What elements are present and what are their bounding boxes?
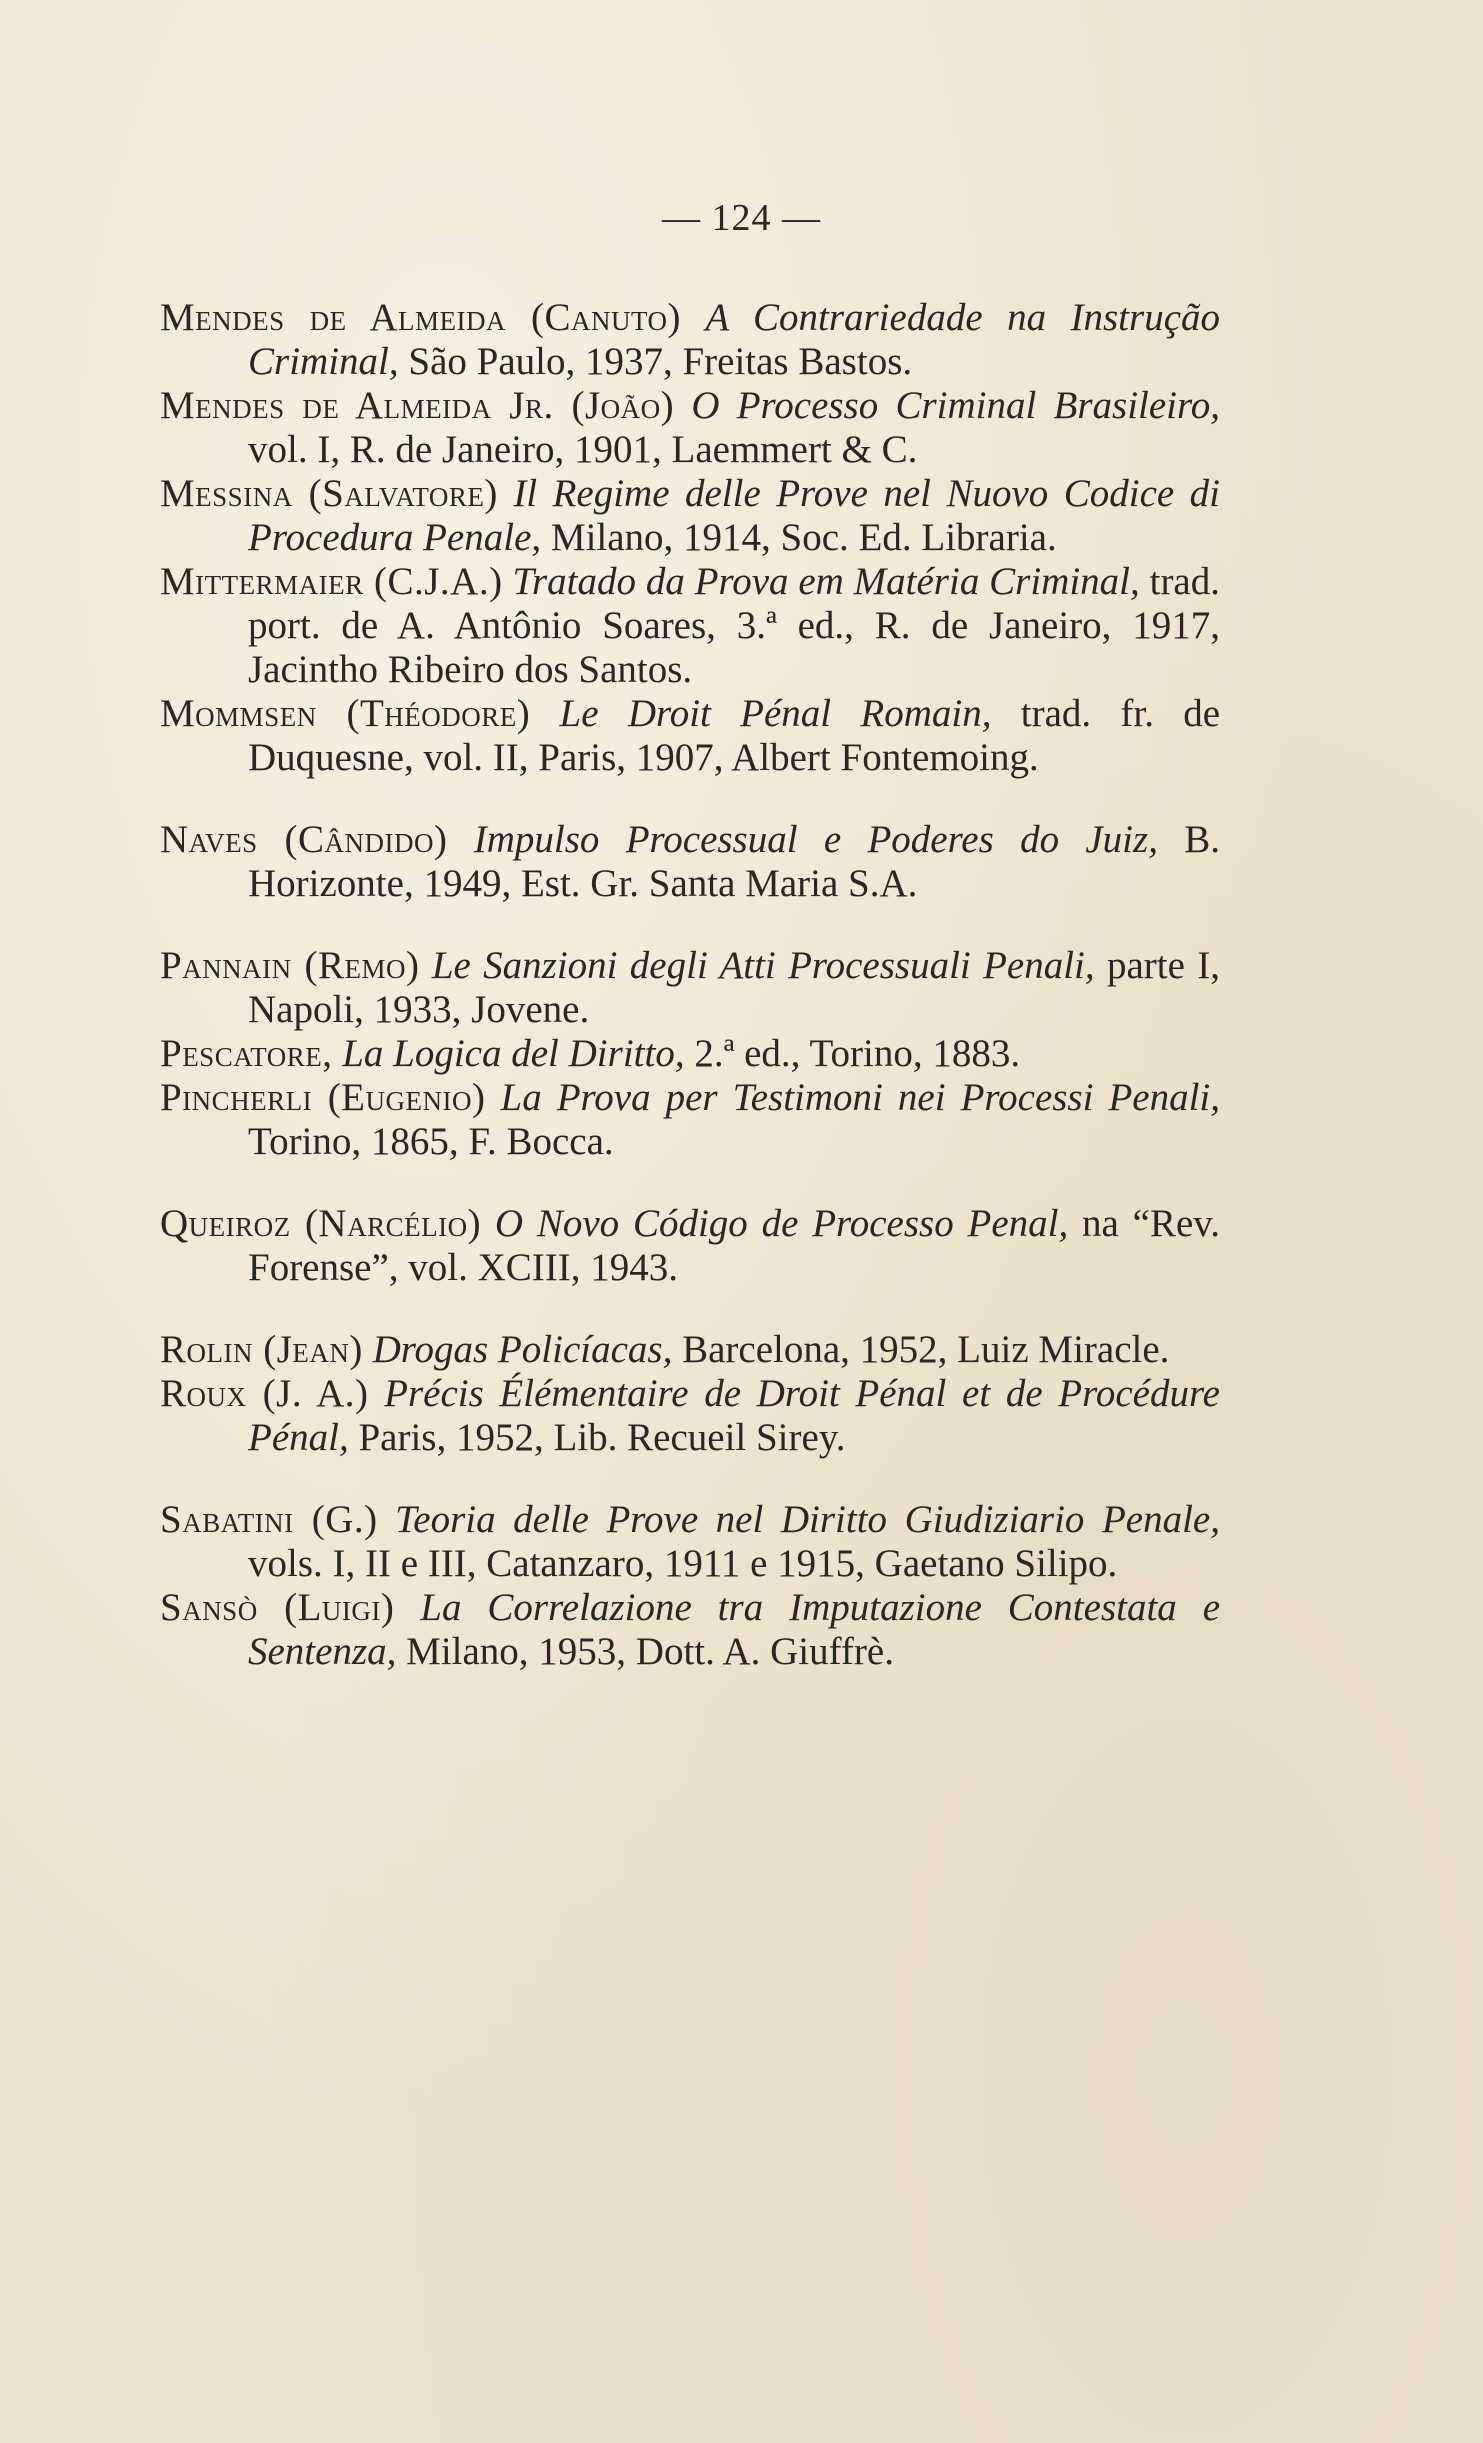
entry-author: Queiroz (Narcélio)	[160, 1202, 482, 1245]
entry-title: Précis Élémentaire de Droit Pénal et de Procédure Pénal,	[248, 1372, 1220, 1459]
entry-details: parte I, Napoli, 1933, Jovene.	[248, 944, 1220, 1031]
bibliography-entry	[160, 1372, 1220, 1460]
page-number: — 124 —	[662, 197, 821, 239]
entry-details: São Paulo, 1937, Freitas Bastos.	[408, 340, 913, 383]
bibliography-entry	[160, 560, 1220, 692]
entry-title: Le Sanzioni degli Atti Processuali Penali,	[431, 944, 1095, 987]
bibliography-list	[160, 296, 1220, 1674]
entry-details: na “Rev. Forense”, vol. XCIII, 1943.	[248, 1202, 1220, 1289]
bibliography-entry	[160, 1498, 1220, 1586]
entry-author: Sansò (Luigi)	[160, 1586, 395, 1629]
entry-author: Pescatore,	[160, 1032, 333, 1075]
entry-details: trad. port. de A. Antônio Soares, 3.ª ed., R. de Janeiro, 1917, Jacintho Ribeiro dos Santos.	[248, 560, 1220, 691]
entry-title: Impulso Processual e Poderes do Juiz,	[473, 818, 1158, 861]
entry-title: Il Regime delle Prove nel Nuovo Codice di Procedura Penale,	[248, 472, 1220, 559]
entry-title: La Correlazione tra Imputazione Contestata e Sentenza,	[248, 1586, 1221, 1673]
bibliography-entry	[160, 296, 1220, 384]
bibliography-entry	[160, 1202, 1220, 1290]
entry-title: Le Droit Pénal Romain,	[559, 692, 992, 735]
bibliography-entry	[160, 944, 1220, 1032]
entry-details: trad. fr. de Duquesne, vol. II, Paris, 1907, Albert Fontemoing.	[248, 692, 1221, 779]
bibliography-entry	[160, 1032, 1220, 1076]
bibliography-entry	[160, 1076, 1220, 1164]
bibliography-entry	[160, 1586, 1220, 1674]
entry-author: Pannain (Remo)	[160, 944, 420, 987]
entry-details: 2.ª ed., Torino, 1883.	[694, 1032, 1021, 1075]
entry-details: B. Horizonte, 1949, Est. Gr. Santa Maria S.A.	[248, 818, 1221, 905]
bibliography-entry	[160, 384, 1220, 472]
entry-author: Messina (Salvatore)	[160, 472, 498, 515]
entry-author: Mommsen (Théodore)	[160, 692, 531, 735]
entry-details: Torino, 1865, F. Bocca.	[248, 1120, 614, 1163]
entry-author: Mittermaier (C.J.A.)	[160, 560, 503, 603]
entry-title: Tratado da Prova em Matéria Criminal,	[512, 560, 1140, 603]
entry-title: A Contrariedade na Instrução Criminal,	[248, 296, 1221, 383]
entry-details: vol. I, R. de Janeiro, 1901, Laemmert & C.	[248, 428, 918, 471]
bibliography-entry	[160, 818, 1220, 906]
entry-details: Milano, 1914, Soc. Ed. Libraria.	[550, 516, 1057, 559]
entry-author: Sabatini (G.)	[160, 1498, 378, 1541]
entry-author: Roux (J. A.)	[160, 1372, 369, 1415]
bibliography-entry	[160, 692, 1220, 780]
entry-title: La Logica del Diritto,	[342, 1032, 685, 1075]
entry-title: O Processo Criminal Brasileiro,	[691, 384, 1220, 427]
entry-details: Barcelona, 1952, Luiz Miracle.	[682, 1328, 1170, 1371]
entry-title: Teoria delle Prove nel Diritto Giudiziario Penale,	[395, 1498, 1220, 1541]
entry-details: vols. I, II e III, Catanzaro, 1911 e 1915, Gaetano Silipo.	[248, 1542, 1118, 1585]
entry-author: Naves (Cândido)	[160, 818, 448, 861]
entry-title: O Novo Código de Processo Penal,	[494, 1202, 1069, 1245]
entry-title: Drogas Policíacas,	[372, 1328, 673, 1371]
bibliography-entry	[160, 472, 1220, 560]
entry-author: Mendes de Almeida (Canuto)	[160, 296, 681, 339]
bibliography-entry	[160, 1328, 1220, 1372]
entry-author: Rolin (Jean)	[160, 1328, 363, 1371]
entry-author: Mendes de Almeida Jr. (João)	[160, 384, 675, 427]
entry-details: Paris, 1952, Lib. Recueil Sirey.	[358, 1416, 846, 1459]
entry-details: Milano, 1953, Dott. A. Giuffrè.	[406, 1630, 894, 1673]
entry-title: La Prova per Testimoni nei Processi Penali,	[500, 1076, 1221, 1119]
entry-author: Pincherli (Eugenio)	[160, 1076, 486, 1119]
